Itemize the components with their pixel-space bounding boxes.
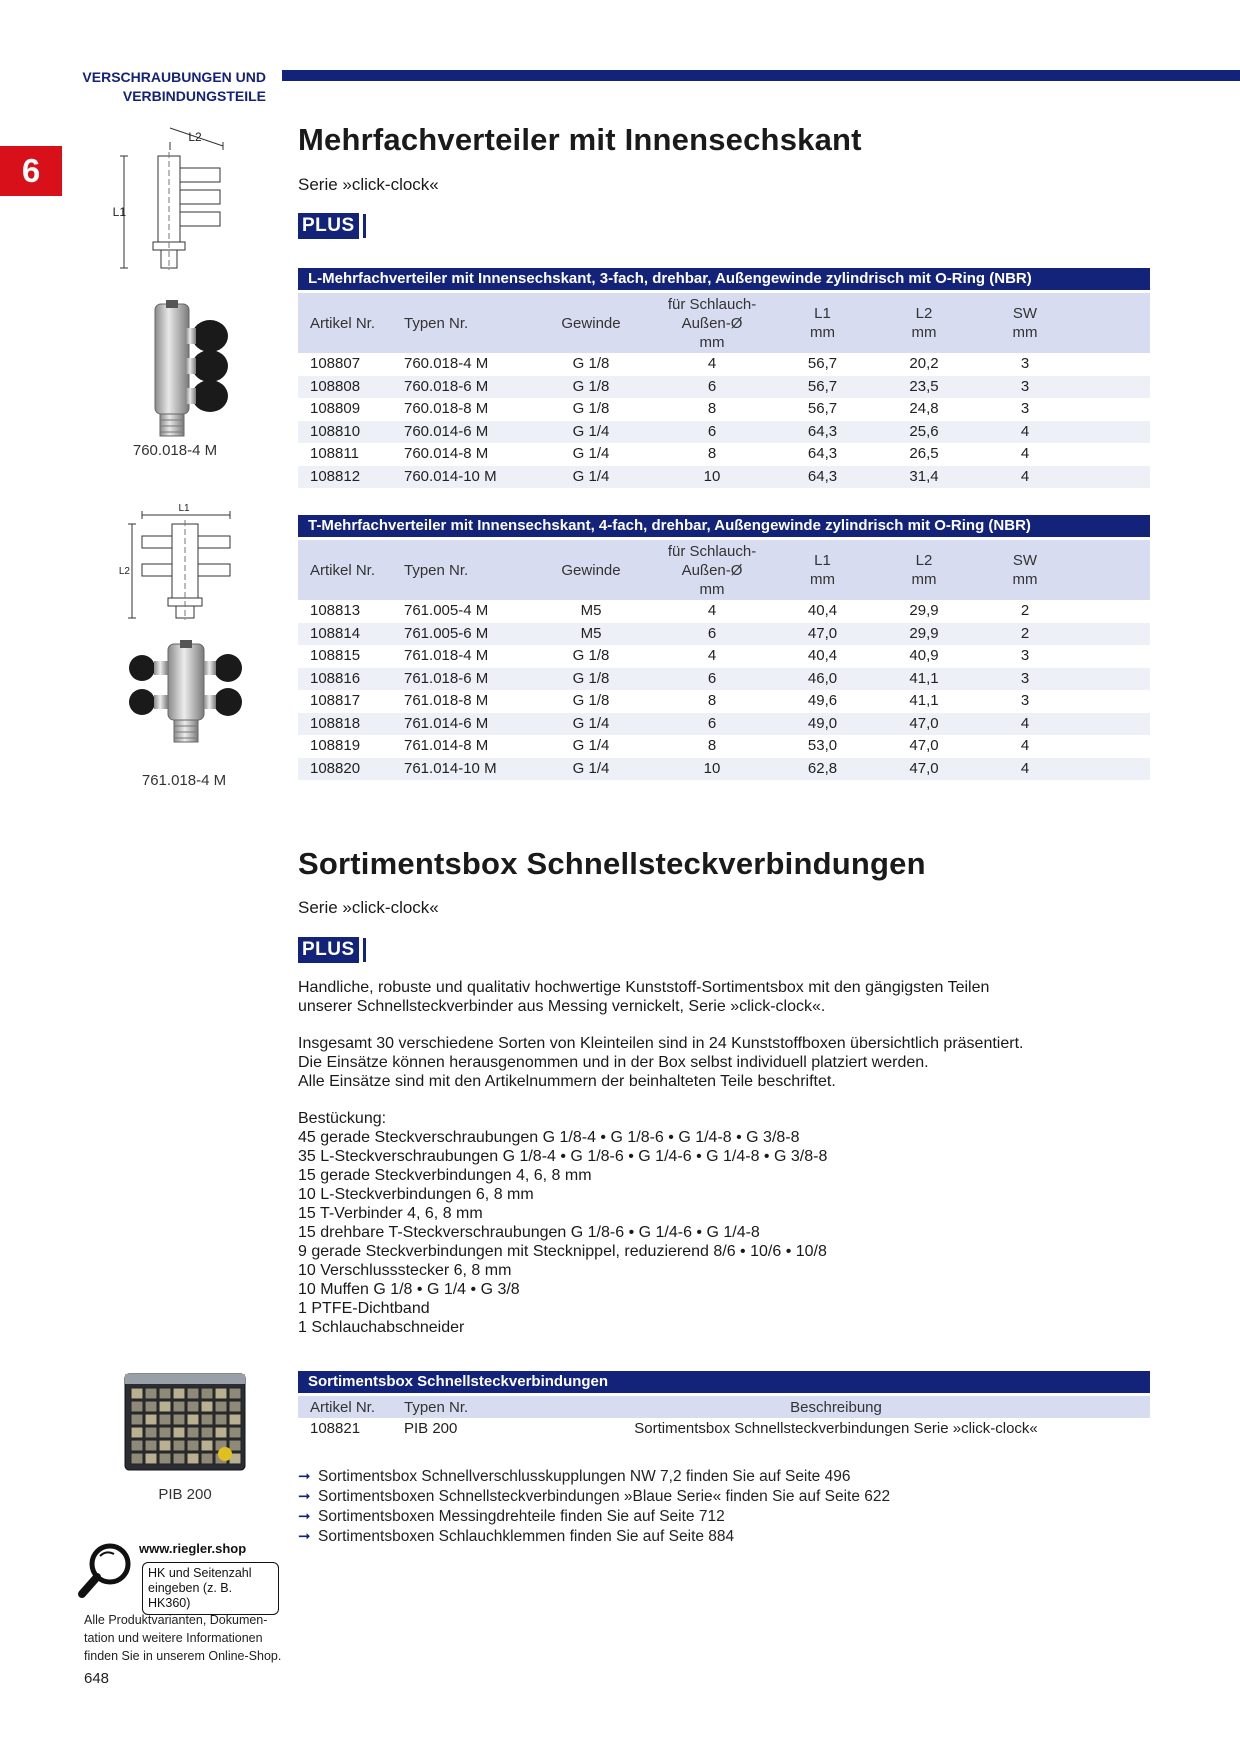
table-row xyxy=(298,735,1150,758)
cell-sw: 4 xyxy=(1020,714,1030,732)
header-l2: L2 mm xyxy=(911,305,937,341)
cell-schlauch: 8 xyxy=(707,400,717,417)
reference-link[interactable] xyxy=(298,1507,890,1527)
box-compartment xyxy=(229,1388,241,1399)
plus-badge-label: PLUS xyxy=(298,937,359,963)
contents-item: 35 L-Steckverschraubungen G 1/8-4 • G 1/8-6 • G 1/4-6 • G 1/4-8 • G 3/8-8 xyxy=(298,1148,828,1165)
box-compartment xyxy=(131,1440,143,1451)
cell-typen: 761.014-10 M xyxy=(404,759,497,777)
reference-link[interactable] xyxy=(298,1487,890,1507)
cell-l2: 47,0 xyxy=(909,714,939,732)
box-compartment xyxy=(187,1440,199,1451)
box-compartment xyxy=(201,1427,213,1438)
cell-schlauch: 8 xyxy=(707,445,717,462)
cell-artikel: 108818 xyxy=(310,714,361,732)
cell-l1: 40,4 xyxy=(807,602,838,619)
box-compartment xyxy=(131,1427,143,1438)
table-row xyxy=(298,690,1150,713)
cell-schlauch: 6 xyxy=(707,422,717,440)
cell-sw: 3 xyxy=(1020,400,1030,417)
box-compartment xyxy=(131,1414,143,1425)
cell-artikel: 108807 xyxy=(310,355,361,372)
cell-gewinde: G 1/4 xyxy=(572,445,610,462)
header-gewinde: Gewinde xyxy=(561,561,621,579)
box-compartment xyxy=(173,1414,185,1425)
header-rule xyxy=(282,70,1240,81)
cell-typen: 761.014-8 M xyxy=(404,737,489,754)
cell-artikel: 108821 xyxy=(310,1420,361,1437)
arrow-right-icon: ➞ xyxy=(298,1508,311,1525)
cell-typen: 760.018-6 M xyxy=(404,377,489,395)
chapter-title-line2: VERBINDUNGSTEILE xyxy=(122,88,266,104)
contents-item: 9 gerade Steckverbindungen mit Stecknippel, reduzierend 8/6 • 10/6 • 10/8 xyxy=(298,1243,827,1260)
product-image-pib-200 xyxy=(123,1372,247,1472)
box-compartment xyxy=(215,1388,227,1399)
text-line: Insgesamt 30 verschiedene Sorten von Kleinteilen sind in 24 Kunststoffboxen übersichtlich präsentiert. xyxy=(298,1035,1024,1052)
box-compartment xyxy=(229,1414,241,1425)
box-compartment xyxy=(201,1401,213,1412)
box-compartment xyxy=(145,1440,157,1451)
plus-badge-bar xyxy=(363,938,366,962)
cell-sw: 4 xyxy=(1020,445,1030,462)
section2-title: Sortimentsbox Schnellsteckverbindungen xyxy=(298,846,926,881)
box-compartment xyxy=(159,1388,171,1399)
cell-beschreibung: Sortimentsbox Schnellsteckverbindungen Serie »click-clock« xyxy=(634,1420,1038,1437)
box-compartment xyxy=(201,1414,213,1425)
cell-l2: 29,9 xyxy=(909,602,939,619)
header-sw: SW mm xyxy=(1012,305,1038,341)
box-compartment xyxy=(215,1414,227,1425)
cell-sw: 3 xyxy=(1020,355,1030,372)
table-row xyxy=(298,713,1150,736)
cell-artikel: 108820 xyxy=(310,759,361,777)
shop-hint-line1: HK und Seitenzahl xyxy=(148,1566,252,1580)
cell-l1: 46,0 xyxy=(807,669,838,687)
cell-gewinde: G 1/8 xyxy=(572,377,610,395)
table-row xyxy=(298,623,1150,646)
cell-l1: 56,7 xyxy=(807,400,838,417)
box-compartment xyxy=(131,1453,143,1464)
header-l1: L1 mm xyxy=(810,552,835,588)
cell-schlauch: 8 xyxy=(707,737,717,754)
box-compartment xyxy=(229,1401,241,1412)
box-compartment xyxy=(159,1427,171,1438)
box-compartment xyxy=(145,1453,157,1464)
contents-item: 15 drehbare T-Steckverschraubungen G 1/8-6 • G 1/4-6 • G 1/4-8 xyxy=(298,1224,760,1241)
cell-l1: 62,8 xyxy=(807,759,838,777)
shop-note xyxy=(84,1611,281,1665)
cell-l2: 25,6 xyxy=(909,422,939,440)
box-compartment xyxy=(187,1453,199,1464)
table-row xyxy=(298,421,1150,444)
cell-gewinde: G 1/4 xyxy=(572,737,610,754)
box-compartment xyxy=(215,1401,227,1412)
product-caption-1: 760.018-4 M xyxy=(132,442,218,459)
cell-sw: 3 xyxy=(1020,669,1030,687)
header-typen: Typen Nr. xyxy=(404,1398,469,1416)
table-header xyxy=(298,1396,1150,1418)
table-row xyxy=(298,758,1150,781)
dimension-label-l2: L2 xyxy=(118,566,130,577)
box-compartment xyxy=(131,1388,143,1399)
cell-schlauch: 4 xyxy=(707,647,717,664)
shop-note-line: tation und weitere Informationen xyxy=(84,1631,263,1645)
table-body xyxy=(298,600,1150,780)
reference-text: Sortimentsboxen Schlauchklemmen finden Sie auf Seite 884 xyxy=(318,1528,735,1545)
box-compartment xyxy=(187,1414,199,1425)
table-t-distributor xyxy=(298,515,1150,780)
cell-l1: 49,6 xyxy=(807,692,838,709)
cell-artikel: 108810 xyxy=(310,422,361,440)
cell-sw: 3 xyxy=(1020,377,1030,395)
cell-schlauch: 8 xyxy=(707,692,717,709)
cell-l1: 56,7 xyxy=(807,355,838,372)
technical-drawing-t-distributor xyxy=(118,502,238,620)
chapter-tab[interactable]: 6 xyxy=(0,146,62,196)
cell-gewinde: G 1/4 xyxy=(572,467,610,485)
contents-list xyxy=(298,1109,1158,1337)
cell-l2: 47,0 xyxy=(909,759,939,777)
table-sortimentsbox xyxy=(298,1371,1150,1441)
box-compartment xyxy=(229,1427,241,1438)
plus-badge-bar xyxy=(363,214,366,238)
cell-l2: 41,1 xyxy=(909,669,939,687)
arrow-right-icon: ➞ xyxy=(298,1488,311,1505)
box-compartment xyxy=(145,1427,157,1438)
reference-text: Sortimentsbox Schnellverschlusskupplungen NW 7,2 finden Sie auf Seite 496 xyxy=(318,1468,851,1485)
cell-typen: PIB 200 xyxy=(404,1420,458,1437)
arrow-right-icon: ➞ xyxy=(298,1468,311,1485)
table-header xyxy=(298,540,1150,600)
cell-artikel: 108809 xyxy=(310,400,361,417)
cell-typen: 760.018-4 M xyxy=(404,355,489,372)
cell-l2: 31,4 xyxy=(909,467,939,485)
cell-gewinde: G 1/4 xyxy=(572,714,610,732)
section1-title: Mehrfachverteiler mit Innensechskant xyxy=(298,122,862,157)
cell-typen: 761.018-4 M xyxy=(404,647,489,664)
cell-artikel: 108814 xyxy=(310,624,361,642)
cell-artikel: 108811 xyxy=(310,445,359,462)
header-l1: L1 mm xyxy=(810,305,835,341)
description-paragraph-2 xyxy=(298,1034,1158,1091)
dimension-label-l1: L1 xyxy=(112,205,126,219)
description xyxy=(298,978,1158,1337)
cell-artikel: 108816 xyxy=(310,669,361,687)
magnifier-icon xyxy=(78,1542,136,1600)
cell-l1: 53,0 xyxy=(807,737,838,754)
chapter-title xyxy=(60,68,266,106)
cell-artikel: 108819 xyxy=(310,737,361,754)
box-compartment xyxy=(215,1427,227,1438)
cell-typen: 760.014-10 M xyxy=(404,467,497,485)
shop-hint-box xyxy=(142,1562,279,1615)
section1-series: Serie »click-clock« xyxy=(298,175,439,194)
cell-typen: 761.018-6 M xyxy=(404,669,489,687)
header-beschreibung: Beschreibung xyxy=(790,1398,882,1416)
box-compartment xyxy=(201,1440,213,1451)
text-line: Die Einsätze können herausgenommen und in der Box selbst individuell platziert werden. xyxy=(298,1054,929,1071)
cell-sw: 4 xyxy=(1020,737,1030,754)
cell-sw: 4 xyxy=(1020,422,1030,440)
cell-schlauch: 4 xyxy=(707,355,717,372)
cell-artikel: 108812 xyxy=(310,467,361,485)
header-artikel: Artikel Nr. xyxy=(310,1398,376,1416)
box-compartment xyxy=(173,1401,185,1412)
cell-artikel: 108815 xyxy=(310,647,361,664)
plus-badge-label: PLUS xyxy=(298,213,359,239)
table-row xyxy=(298,353,1150,376)
cell-l1: 47,0 xyxy=(807,624,838,642)
contents-item: 10 Verschlussstecker 6, 8 mm xyxy=(298,1262,512,1279)
cell-l2: 29,9 xyxy=(909,624,939,642)
cell-l2: 47,0 xyxy=(909,737,939,754)
cell-l2: 20,2 xyxy=(909,355,939,372)
header-schlauch: für Schlauch- Außen-Ø mm xyxy=(667,542,757,598)
cell-typen: 760.014-8 M xyxy=(404,445,489,462)
contents-item: 1 PTFE-Dichtband xyxy=(298,1300,430,1317)
product-caption-2: 761.018-4 M xyxy=(141,772,227,789)
cell-gewinde: M5 xyxy=(580,624,602,642)
cell-artikel: 108813 xyxy=(310,602,361,619)
box-compartment xyxy=(201,1388,213,1399)
page-number: 648 xyxy=(84,1670,110,1687)
description-paragraph-1 xyxy=(298,978,1158,1016)
cell-l2: 24,8 xyxy=(909,400,939,417)
cell-sw: 3 xyxy=(1020,692,1030,709)
cell-gewinde: G 1/4 xyxy=(572,422,610,440)
table-row xyxy=(298,398,1150,421)
cell-typen: 761.018-8 M xyxy=(404,692,489,709)
cell-l1: 64,3 xyxy=(807,467,838,485)
shop-note-line: finden Sie in unserem Online-Shop. xyxy=(84,1649,282,1663)
cell-gewinde: G 1/8 xyxy=(572,355,610,372)
text-line: unserer Schnellsteckverbinder aus Messing vernickelt, Serie »click-clock«. xyxy=(298,998,826,1015)
cell-sw: 4 xyxy=(1020,759,1030,777)
contents-item: 15 gerade Steckverbindungen 4, 6, 8 mm xyxy=(298,1167,592,1184)
box-compartment xyxy=(131,1401,143,1412)
header-sw: SW mm xyxy=(1012,552,1038,588)
header-typen: Typen Nr. xyxy=(404,314,469,332)
box-compartment xyxy=(159,1401,171,1412)
cell-gewinde: G 1/8 xyxy=(572,400,610,417)
reference-link[interactable] xyxy=(298,1467,890,1487)
reference-link[interactable] xyxy=(298,1527,890,1547)
cell-l2: 23,5 xyxy=(909,377,939,395)
cell-gewinde: M5 xyxy=(580,602,602,619)
cell-schlauch: 6 xyxy=(707,714,717,732)
cell-sw: 2 xyxy=(1020,624,1030,642)
contents-item: 1 Schlauchabschneider xyxy=(298,1319,465,1336)
cell-typen: 760.018-8 M xyxy=(404,400,489,417)
contents-item: 10 Muffen G 1/8 • G 1/4 • G 3/8 xyxy=(298,1281,520,1298)
cell-sw: 4 xyxy=(1020,467,1030,485)
box-compartment xyxy=(229,1440,241,1451)
table-title: L-Mehrfachverteiler mit Innensechskant, 3-fach, drehbar, Außengewinde zylindrisch mit O-Ring (NBR) xyxy=(298,268,1150,290)
shop-note-line: Alle Produktvarianten, Dokumen- xyxy=(84,1613,268,1627)
table-row xyxy=(298,443,1150,466)
dimension-label-l2: L2 xyxy=(188,130,202,144)
table-row xyxy=(298,466,1150,489)
contents-item: 45 gerade Steckverschraubungen G 1/8-4 • G 1/8-6 • G 1/4-8 • G 3/8-8 xyxy=(298,1129,800,1146)
cell-typen: 761.005-4 M xyxy=(404,602,489,619)
chapter-title-line1: VERSCHRAUBUNGEN UND xyxy=(82,69,266,85)
cell-schlauch: 6 xyxy=(707,377,717,395)
cross-references xyxy=(298,1467,890,1547)
box-compartment xyxy=(173,1440,185,1451)
cell-typen: 760.014-6 M xyxy=(404,422,489,440)
table-row xyxy=(298,668,1150,691)
plus-badge xyxy=(298,937,366,963)
cell-gewinde: G 1/8 xyxy=(572,692,610,709)
cell-gewinde: G 1/8 xyxy=(572,669,610,687)
table-header xyxy=(298,293,1150,353)
box-compartment xyxy=(173,1388,185,1399)
arrow-right-icon: ➞ xyxy=(298,1528,311,1545)
box-compartment xyxy=(145,1388,157,1399)
box-compartment xyxy=(159,1453,171,1464)
cell-typen: 761.005-6 M xyxy=(404,624,489,642)
product-image-760-018 xyxy=(140,300,232,438)
header-artikel: Artikel Nr. xyxy=(310,314,376,332)
cell-sw: 3 xyxy=(1020,647,1030,664)
cell-artikel: 108817 xyxy=(310,692,361,709)
cell-schlauch: 10 xyxy=(703,759,721,777)
cell-schlauch: 4 xyxy=(707,602,717,619)
cell-schlauch: 6 xyxy=(707,669,717,687)
reference-text: Sortimentsboxen Schnellsteckverbindungen »Blaue Serie« finden Sie auf Seite 622 xyxy=(318,1488,891,1505)
header-artikel: Artikel Nr. xyxy=(310,561,376,579)
box-compartment xyxy=(173,1453,185,1464)
cell-schlauch: 10 xyxy=(703,467,721,485)
box-compartment xyxy=(187,1401,199,1412)
cell-l1: 40,4 xyxy=(807,647,838,664)
cell-typen: 761.014-6 M xyxy=(404,714,489,732)
box-compartment xyxy=(145,1414,157,1425)
cell-gewinde: G 1/4 xyxy=(572,759,610,777)
header-l2: L2 mm xyxy=(911,552,937,588)
cell-gewinde: G 1/8 xyxy=(572,647,610,664)
cell-l1: 56,7 xyxy=(807,377,838,395)
header-schlauch: für Schlauch- Außen-Ø mm xyxy=(667,295,757,351)
table-title: Sortimentsbox Schnellsteckverbindungen xyxy=(298,1371,1150,1393)
cell-l1: 49,0 xyxy=(807,714,838,732)
section2-series: Serie »click-clock« xyxy=(298,898,439,917)
table-row xyxy=(298,376,1150,399)
header-gewinde: Gewinde xyxy=(561,314,621,332)
cell-l2: 41,1 xyxy=(909,692,939,709)
text-line: Alle Einsätze sind mit den Artikelnummern der beinhalteten Teile beschriftet. xyxy=(298,1073,836,1090)
box-compartment xyxy=(145,1401,157,1412)
shop-link[interactable]: www.riegler.shop xyxy=(139,1541,247,1556)
shop-hint-line2: eingeben (z. B. HK360) xyxy=(148,1581,233,1610)
contents-label: Bestückung: xyxy=(298,1110,387,1127)
dimension-label-l1: L1 xyxy=(178,503,190,514)
contents-item: 15 T-Verbinder 4, 6, 8 mm xyxy=(298,1205,483,1222)
box-compartment xyxy=(159,1440,171,1451)
table-row xyxy=(298,1418,1150,1441)
box-compartment xyxy=(187,1427,199,1438)
cell-l1: 64,3 xyxy=(807,445,838,462)
product-caption-3: PIB 200 xyxy=(158,1486,212,1503)
cell-sw: 2 xyxy=(1020,602,1030,619)
header-typen: Typen Nr. xyxy=(404,561,469,579)
contents-item: 10 L-Steckverbindungen 6, 8 mm xyxy=(298,1186,534,1203)
cell-schlauch: 6 xyxy=(707,624,717,642)
text-line: Handliche, robuste und qualitativ hochwertige Kunststoff-Sortimentsbox mit den gängigsten Teilen xyxy=(298,979,990,996)
cell-l1: 64,3 xyxy=(807,422,838,440)
box-compartment xyxy=(173,1427,185,1438)
table-title: T-Mehrfachverteiler mit Innensechskant, 4-fach, drehbar, Außengewinde zylindrisch mit O-Ring (NBR) xyxy=(298,515,1150,537)
cell-l2: 40,9 xyxy=(909,647,939,664)
box-compartment xyxy=(159,1414,171,1425)
plus-badge xyxy=(298,213,366,239)
box-compartment xyxy=(187,1388,199,1399)
box-compartment xyxy=(201,1453,213,1464)
table-row xyxy=(298,645,1150,668)
table-l-distributor xyxy=(298,268,1150,488)
technical-drawing-l-distributor xyxy=(112,128,235,273)
cell-l2: 26,5 xyxy=(909,445,939,462)
reference-text: Sortimentsboxen Messingdrehteile finden Sie auf Seite 712 xyxy=(318,1508,725,1525)
table-body xyxy=(298,353,1150,488)
product-image-761-018 xyxy=(128,640,244,744)
table-row xyxy=(298,600,1150,623)
cell-artikel: 108808 xyxy=(310,377,361,395)
